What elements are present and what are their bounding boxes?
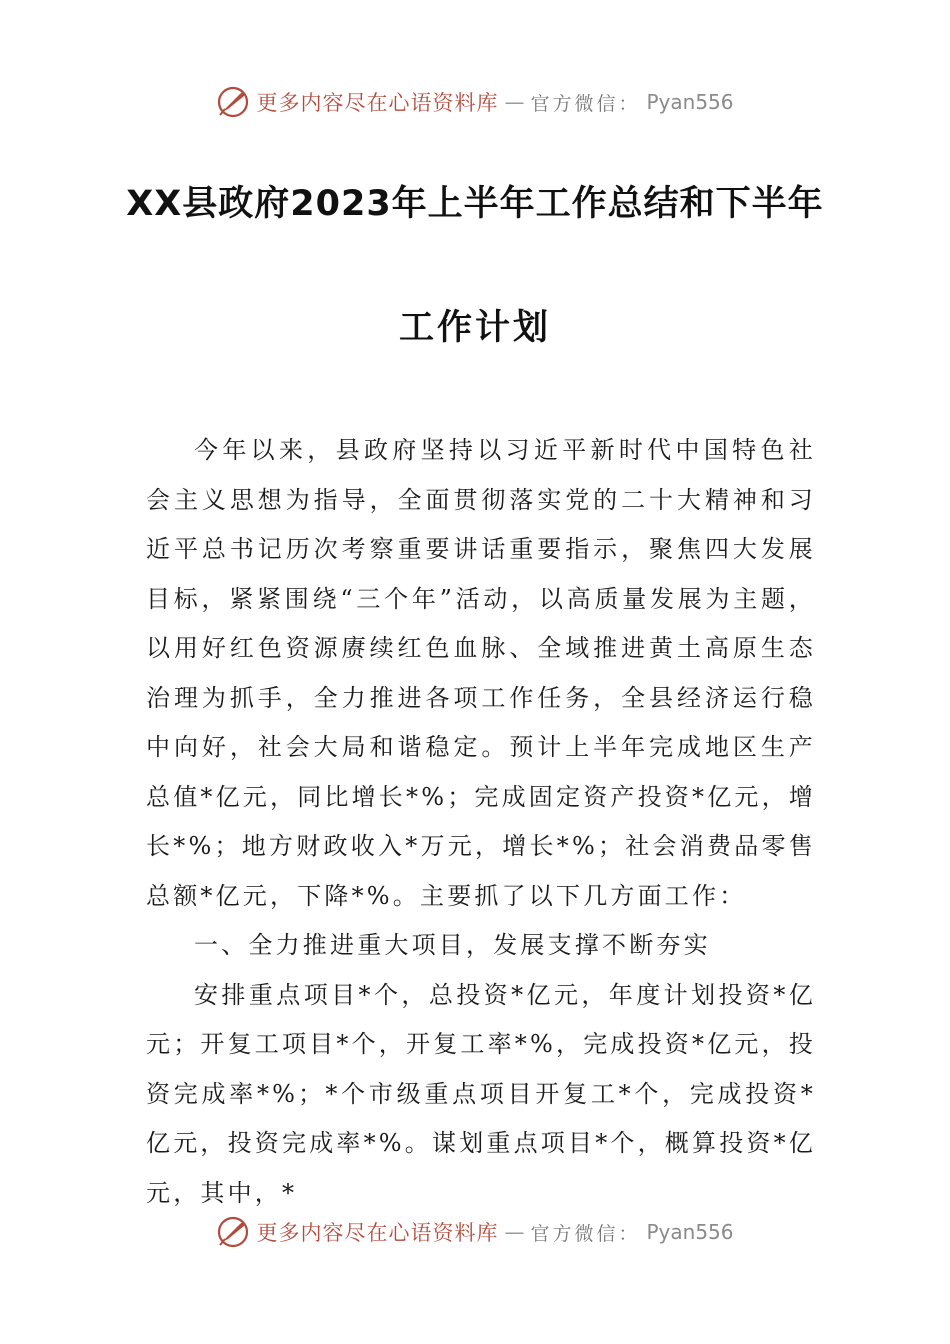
quill-pen-logo-icon [216,85,250,119]
quill-pen-logo-icon [216,1215,250,1249]
watermark-wechat-id: Pyan556 [646,1220,734,1244]
document-body [146,426,816,1218]
section-heading: 一、全力推进重大项目，发展支撑不断夯实 [194,931,711,959]
watermark-brand-text: 更多内容尽在心语资料库 [256,91,499,115]
watermark-wechat-label: 官方微信： [530,92,641,115]
header-watermark [0,82,950,122]
document-title-line-2: 工作计划 [398,308,551,348]
watermark-brand-text: 更多内容尽在心语资料库 [256,1221,499,1245]
intro-paragraph: 今年以来，县政府坚持以习近平新时代中国特色社会主义思想为指导，全面贯彻落实党的二十大精神和习近平总书记历次考察重要讲话重要指示，聚焦四大发展目标，紧紧围绕“三个年”活动，以高质量发展为主题，以用好红色资源赓续红色血脉、全域推进黄土高原生态治理为抓手，全力推进各项工作任务，全县经济运行稳中向好，社会大局和谐稳定。预计上半年完成地区生产总值*亿元，同比增长*%；完成固定资产投资*亿元，增长*%；地方财政收入*万元，增长*%；社会消费品零售总额*亿元，下降*%。主要抓了以下几方面工作： [146,436,817,910]
document-title-line-1: XX县政府2023年上半年工作总结和下半年 [126,184,824,224]
watermark-separator: — [504,90,525,114]
watermark-wechat-id: Pyan556 [646,90,734,114]
footer-watermark [0,1212,950,1252]
watermark-separator: — [504,1220,525,1244]
section-paragraph: 安排重点项目*个，总投资*亿元，年度计划投资*亿元；开复工项目*个，开复工率*%，完成投资*亿元，投资完成率*%；*个市级重点项目开复工*个，完成投资*亿元，投资完成率*%。谋划重点项目*个，概算投资*亿元，其中，* [146,980,817,1207]
watermark-wechat-label: 官方微信： [530,1222,641,1245]
